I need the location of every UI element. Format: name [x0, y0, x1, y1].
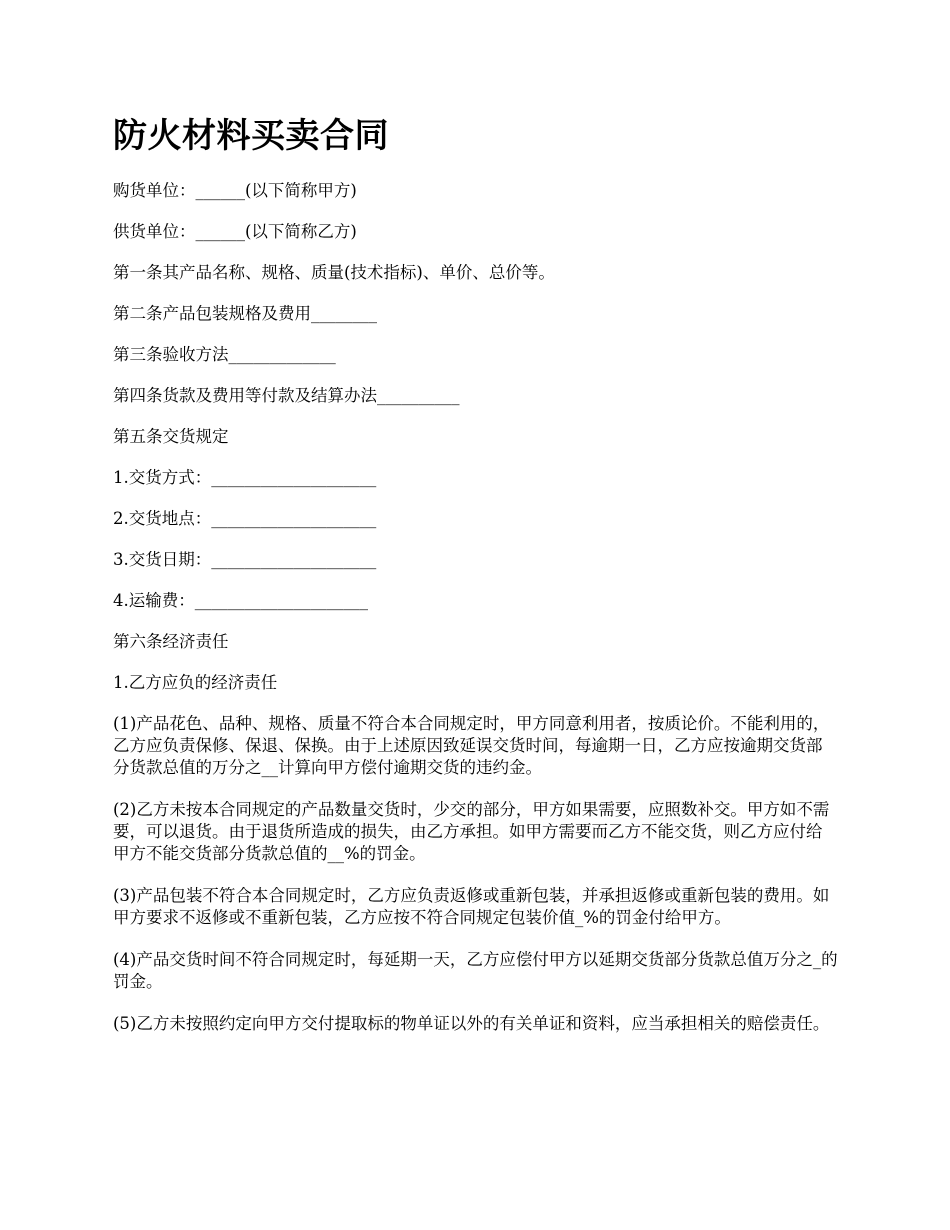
article-6: 第六条经济责任: [113, 632, 229, 651]
liability-clause-3: (3)产品包装不符合本合同规定时，乙方应负责返修或重新包装，并承担返修或重新包装的费用。如甲方要求不返修或不重新包装，乙方应按不符合同规定包装价值_%的罚金付给甲方。: [113, 886, 830, 927]
article-2: 第二条产品包装规格及费用________: [113, 304, 377, 323]
liability-clause-2: (2)乙方未按本合同规定的产品数量交货时，少交的部分，甲方如果需要，应照数补交。甲方如不需要，可以退货。由于退货所造成的损失，由乙方承担。如甲方需要而乙方不能交货，则乙方应付给甲方不能交货部分货款总值的__%的罚金。: [113, 800, 830, 863]
supplier-line: 供货单位：______(以下简称乙方): [113, 222, 357, 241]
article-4: 第四条货款及费用等付款及结算办法__________: [113, 386, 460, 405]
document-page: [113, 112, 838, 1055]
liability-clause-1: (1)产品花色、品种、规格、质量不符合本合同规定时，甲方同意利用者，按质论价。不能利用的，乙方应负责保修、保退、保换。由于上述原因致延误交货时间，每逾期一日，乙方应按逾期交货部分货款总值的万分之__计算向甲方偿付逾期交货的违约金。: [113, 714, 830, 777]
document-title: 防火材料买卖合同: [113, 116, 389, 156]
article-3: 第三条验收方法_____________: [113, 345, 336, 364]
delivery-method: 1.交货方式：____________________: [113, 468, 377, 487]
article-5: 第五条交货规定: [113, 427, 229, 446]
delivery-location: 2.交货地点：____________________: [113, 509, 377, 528]
article-1: 第一条其产品名称、规格、质量(技术指标)、单价、总价等。: [113, 263, 555, 282]
seller-liability-heading: 1.乙方应负的经济责任: [113, 673, 278, 692]
delivery-date: 3.交货日期：____________________: [113, 550, 377, 569]
liability-clause-4: (4)产品交货时间不符合同规定时，每延期一天，乙方应偿付甲方以延期交货部分货款总值万分之_的罚金。: [113, 950, 838, 991]
liability-clause-5: (5)乙方未按照约定向甲方交付提取标的物单证以外的有关单证和资料，应当承担相关的赔偿责任。: [113, 1014, 830, 1033]
purchaser-line: 购货单位：______(以下简称甲方): [113, 181, 357, 200]
transport-fee: 4.运输费：_____________________: [113, 591, 368, 610]
